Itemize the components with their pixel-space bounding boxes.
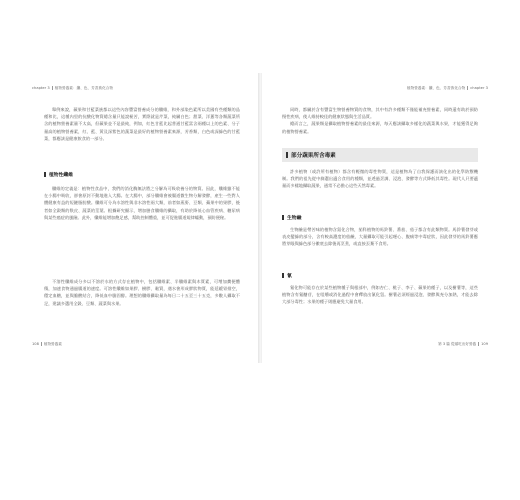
alkaloid-paragraph [282, 226, 478, 248]
alkaloid-text: 生物鹼是帶苦味的植物含氮化合物，茄科植物的馬鈴薯、番茄、茄子都含有此類物質。馬鈴薯發芽或表皮變綠的部分，含有較高濃度的茄鹼，大量攝取可能引起噁心、腹痛等中毒症狀，因此發芽的馬鈴薯應將芽眼與綠色部分徹底去除後再烹煮，或直接丟棄不食用。 [282, 227, 478, 247]
subsection-cyanide-heading [282, 272, 292, 279]
heading-marker [282, 215, 284, 220]
intro-text: 舉例來說，蘋果和甘藍菜族都以這些內容豐富營養成分的纖維，和外部染色素所以美國有些種類的品種和比，這種內里的抗酸化物質總含量只能說極苦，實際就是芹菜，純屬白色；甜菜、洋蔥等各類蔬菜所含的植物營養素量不太高，但蘋果並不是最純，例如，紅色甘藍比起普通甘藍富含兩種以上的色素、分子量高的植物營養素，紅、藍、黃及深紫色的蔬菜是最好的植物營養素來源，芳香類，白色或深綠色的甘藍菜，都應該是健康飲食的一部分。 [44, 107, 240, 141]
fiber-text-1: 纖維的定義是：植物性食品中，我們的消化酶無法將之分解為可吸收養分的物質。因此，纖維雖不能在小腸中吸收，卻會原封不動地進入大腸。在大腸中，部分纖維會被腸道微生物分解發酵，產生一些對人體健康有益的短鏈脂肪酸。纖維可分為水溶性與非水溶性兩大類，前者如燕麥、豆類、蘋果中的果膠，後者如全穀類的麩皮、蔬菜的莖葉。根據研究顯示，增加膳食纖維的攝取，有助於降低心血管疾病、糖尿病與某些癌症的風險。此外，纖維能增加飽足感，幫助控制體重，並可促進腸道規律蠕動，預防便秘。 [44, 186, 240, 220]
heading-marker [282, 273, 284, 278]
section-fiber-title: 植物性纖維 [49, 173, 73, 178]
left-header-chapter: chapter 3 [32, 86, 50, 90]
toxin-paragraph [282, 168, 478, 190]
footer-divider [478, 342, 479, 346]
cyanide-text: 氰化物可能存在於某些植物種子與根部中，例如杏仁、桃子、李子、蘋果的種子，以及樹薯等，這些植物含有氰醣苷，在咀嚼或消化過程中會釋放出氰化氫。樹薯必須經過浸泡、發酵與充分加熱，才能去除大部分毒性；水果的種子則應避免大量食用。 [282, 285, 478, 305]
right-header-chapter: chapter 3 [470, 86, 488, 90]
fiber-text-2: 不溶性纖維成分多以不溶於水的方式存在植物中，包括纖維素、半纖維素與木質素，可增加糞便體積，加速食物通過腸道的速度。可溶性纖維如果膠、樹膠、黏質，遇水會形成膠狀物質，能延緩胃排空，穩定血糖，並與膽酸結合，降低血中膽固醇。理想的纖維攝取量為每日二十五至三十五克，多數人攝取不足，建議多選用全穀、豆類、蔬菜與水果。 [44, 279, 240, 306]
footer-divider [41, 342, 42, 346]
left-footer-title: 植物營養素 [43, 342, 62, 346]
book-spread [22, 73, 498, 363]
right-page-number: 109 [481, 342, 488, 346]
subsection-alkaloid-heading [282, 214, 301, 221]
toxin-text: 許多植物（或許所有植物）都含有輕微的毒性物質，這是植物為了自我保護而演化出的化學防禦機制。我們的祖先從中篩選出適合食用的種類，並透過烹調、浸泡、發酵等方式降低其毒性。現代人只要適量而多樣地攝取蔬果，通常不必擔心這些天然毒素。 [282, 169, 478, 189]
heading-marker [44, 172, 46, 177]
header-divider [52, 86, 53, 90]
top-text-2: 總而言之，蔬果類是攝取植物營養素的最佳來源，每天應該攝取多樣化的蔬菜與水果，才能獲得足夠的植物營養素。 [282, 121, 478, 134]
right-page [260, 73, 498, 363]
cyanide-paragraph [282, 284, 478, 306]
fiber-paragraph-2 [44, 278, 240, 307]
right-footer-title: 第 3 篇 從頭吃出好營養 [438, 342, 477, 346]
left-running-header [32, 86, 113, 91]
right-top-paragraph [282, 106, 478, 135]
section-fiber-heading [44, 171, 73, 178]
fiber-paragraph-1 [44, 185, 240, 221]
section-toxin-title: 部分蔬果所含毒素 [291, 153, 336, 159]
top-text: 同時，都屬於含有豐富生物營養物質的食物，其中有許多種類不僅能補充營養素，同時還有助於預防慢性疾病，使人維持較佳的健康狀態與生活品質。 [282, 107, 478, 120]
subsection-alkaloid-title: 生物鹼 [287, 216, 302, 221]
left-intro-paragraph [44, 106, 240, 142]
left-footer [32, 342, 62, 347]
right-running-header [407, 86, 488, 91]
right-footer [438, 342, 488, 347]
header-divider [467, 86, 468, 90]
left-page [22, 73, 260, 363]
left-header-title: 植物營養素：纖、色、芳香族化合物 [54, 86, 114, 90]
heading-marker [286, 152, 288, 158]
section-toxin-heading [282, 148, 478, 162]
subsection-cyanide-title: 氰 [287, 274, 292, 279]
left-page-number: 108 [32, 342, 39, 346]
right-header-title: 植物營養素：纖、色、芳香族化合物 [406, 86, 466, 90]
